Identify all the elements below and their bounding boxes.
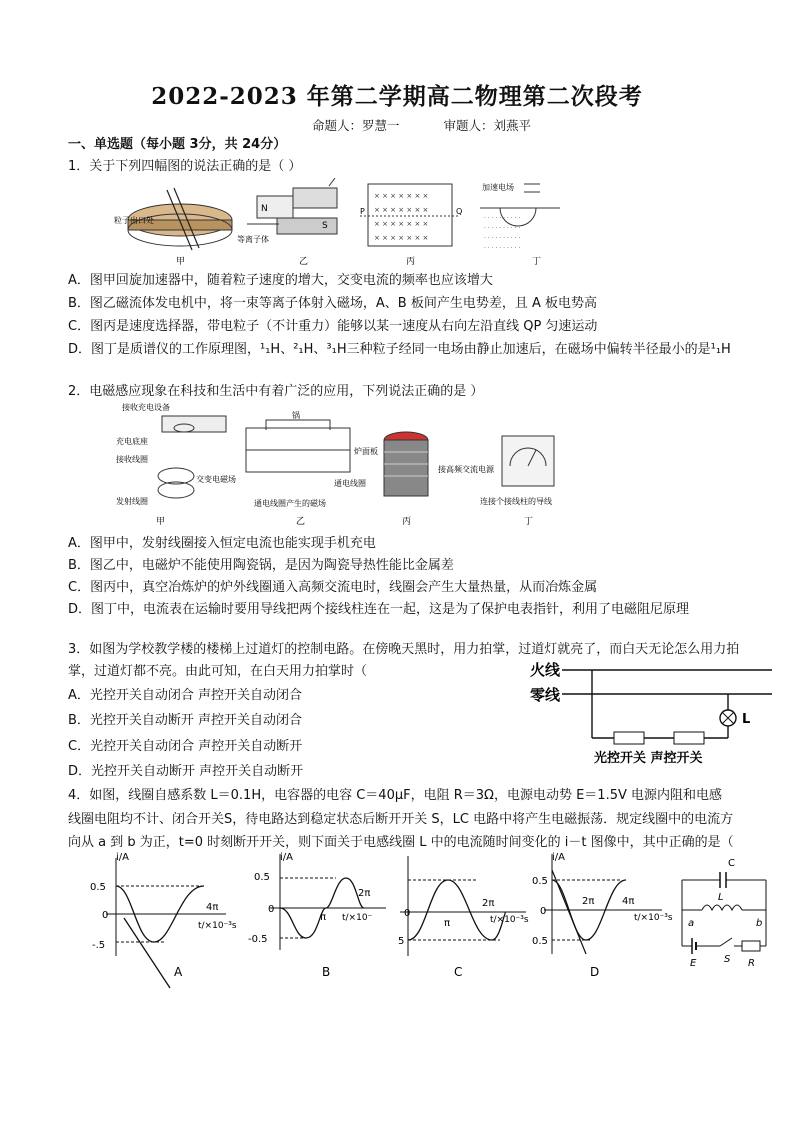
light-switch-icon bbox=[614, 732, 644, 744]
svg-text:i/A: i/A bbox=[280, 852, 293, 863]
q3-option-a: A．光控开关自动闭合 声控开关自动闭合 bbox=[68, 688, 303, 703]
q2-option-b: B．图乙中，电磁炉不能使用陶瓷锅，是因为陶瓷导热性能比金属差 bbox=[68, 558, 454, 573]
svg-text:乙: 乙 bbox=[299, 257, 309, 267]
svg-text:0.5: 0.5 bbox=[254, 872, 270, 883]
graph-c bbox=[398, 856, 529, 979]
sound-switch-icon bbox=[674, 732, 704, 744]
svg-text:交变电磁场: 交变电磁场 bbox=[196, 475, 236, 484]
q2-option-d: D．图丁中，电流表在运输时要用导线把两个接线柱连在一起，这是为了保护电表指针，利用了电磁阻尼原理 bbox=[68, 602, 690, 617]
svg-text:C: C bbox=[728, 858, 735, 869]
svg-text:锅: 锅 bbox=[292, 411, 300, 420]
svg-text:丙: 丙 bbox=[406, 257, 416, 267]
page-title: 2022-2023 年第二学期高二物理第二次段考 bbox=[151, 83, 643, 110]
svg-text:b: b bbox=[756, 918, 763, 929]
q1-option-b: B．图乙磁流体发电机中，将一束等离子体射入磁场，A、B 板间产生电势差，且 A 板电势高 bbox=[68, 296, 598, 311]
svg-text:A: A bbox=[174, 965, 183, 979]
svg-text:a: a bbox=[688, 918, 695, 929]
velocity-selector-figure bbox=[360, 184, 462, 267]
svg-text:S: S bbox=[322, 221, 328, 231]
svg-text:0: 0 bbox=[102, 910, 109, 921]
svg-text:i/A: i/A bbox=[116, 852, 129, 863]
svg-text:C: C bbox=[454, 965, 463, 979]
svg-text:通电线圈产生的磁场: 通电线圈产生的磁场 bbox=[254, 499, 326, 508]
ammeter-figure bbox=[480, 436, 554, 527]
svg-text:2π: 2π bbox=[482, 898, 495, 909]
svg-text:t/×10⁻³s: t/×10⁻³s bbox=[634, 913, 673, 923]
svg-text:-.5: -.5 bbox=[92, 940, 106, 951]
wireless-charger-figure bbox=[116, 402, 236, 527]
svg-text:N: N bbox=[261, 204, 268, 214]
svg-text:· · · · · · · · · ·: · · · · · · · · · · bbox=[484, 235, 521, 242]
svg-text:R: R bbox=[748, 958, 755, 969]
svg-text:4π: 4π bbox=[622, 896, 635, 907]
svg-text:i/A: i/A bbox=[552, 852, 565, 863]
svg-text:粒子出口处: 粒子出口处 bbox=[114, 216, 154, 225]
lc-circuit bbox=[682, 858, 766, 969]
q3-option-b: B．光控开关自动断开 声控开关自动闭合 bbox=[68, 713, 303, 728]
svg-text:5: 5 bbox=[398, 936, 405, 947]
svg-text:B: B bbox=[322, 965, 331, 979]
mass-spectrometer-figure bbox=[480, 182, 560, 267]
q2-option-c: C．图丙中，真空冶炼炉的炉外线圈通入高频交流电时，线圈会产生大量热量，从而冶炼金属 bbox=[68, 580, 598, 595]
svg-text:充电底座: 充电底座 bbox=[116, 437, 148, 446]
q3-option-d: D．光控开关自动断开 声控开关自动断开 bbox=[68, 764, 304, 779]
reviewer: 审题人：刘燕平 bbox=[443, 118, 532, 133]
svg-text:接收充电设备: 接收充电设备 bbox=[122, 403, 170, 412]
q3-stem-line2: 掌，过道灯都不亮。由此可知，在白天用力拍掌时（ bbox=[68, 664, 368, 679]
q1-option-a: A．图甲回旋加速器中，随着粒子速度的增大，交变电流的频率也应该增大 bbox=[68, 273, 493, 288]
graph-b bbox=[248, 852, 386, 979]
mhd-generator-figure bbox=[237, 178, 337, 267]
svg-text:甲: 甲 bbox=[156, 517, 166, 527]
svg-text:丁: 丁 bbox=[524, 517, 534, 527]
svg-text:接收线圈: 接收线圈 bbox=[116, 455, 148, 464]
svg-text:L: L bbox=[718, 892, 724, 903]
svg-text:4π: 4π bbox=[206, 902, 219, 913]
svg-text:0: 0 bbox=[404, 908, 411, 919]
authors-line bbox=[312, 116, 571, 134]
svg-text:0.5: 0.5 bbox=[532, 876, 548, 887]
q2-option-a: A．图甲中，发射线圈接入恒定电流也能实现手机充电 bbox=[68, 536, 376, 551]
svg-text:发射线圈: 发射线圈 bbox=[116, 497, 148, 506]
q4-stem-line1: 4．如图，线圈自感系数 L＝0.1H，电容器的电容 C＝40μF，电阻 R＝3Ω，电源电动势 E＝1.5V 电源内阻和电感 bbox=[68, 788, 723, 803]
svg-text:0: 0 bbox=[540, 906, 547, 917]
vacuum-furnace-figure bbox=[384, 432, 495, 527]
svg-text:P: P bbox=[360, 207, 365, 216]
q1-figures bbox=[112, 178, 562, 270]
svg-text:甲: 甲 bbox=[176, 257, 186, 267]
graph-d bbox=[532, 852, 673, 979]
induction-cooker-figure bbox=[246, 410, 378, 527]
svg-text:× × × × × × ×: × × × × × × × bbox=[374, 234, 429, 242]
svg-text:0: 0 bbox=[268, 904, 275, 915]
svg-text:· · · · · · · · · ·: · · · · · · · · · · bbox=[484, 245, 521, 252]
svg-text:S: S bbox=[724, 954, 731, 965]
q3-option-c: C．光控开关自动闭合 声控开关自动断开 bbox=[68, 739, 303, 754]
q3-stem-line1: 3．如图为学校教学楼的楼梯上过道灯的控制电路。在傍晚天黑时，用力拍掌，过道灯就亮了，而白天无论怎么用力拍 bbox=[68, 642, 740, 657]
svg-text:t/×10⁻³s: t/×10⁻³s bbox=[490, 915, 529, 925]
svg-text:等离子体: 等离子体 bbox=[237, 235, 269, 244]
svg-text:× × × × × × ×: × × × × × × × bbox=[374, 192, 429, 200]
q4-stem-line2: 线圈电阻均不计、闭合开关S，待电路达到稳定状态后断开开关 S，LC 电路中将产生电磁振荡．规定线圈中的电流方 bbox=[68, 812, 734, 827]
svg-text:-0.5: -0.5 bbox=[248, 934, 268, 945]
neutral-wire-label: 零线 bbox=[530, 686, 561, 704]
live-wire-label: 火线 bbox=[530, 661, 561, 679]
q1-stem: 1．关于下列四幅图的说法正确的是（ ） bbox=[68, 159, 302, 174]
graph-a bbox=[90, 852, 237, 988]
svg-text:E: E bbox=[690, 958, 697, 969]
svg-text:通电线圈: 通电线圈 bbox=[334, 479, 366, 488]
svg-text:π: π bbox=[444, 918, 451, 929]
svg-text:L: L bbox=[742, 712, 751, 727]
svg-text:π: π bbox=[320, 912, 327, 923]
svg-text:t/×10⁻: t/×10⁻ bbox=[342, 913, 373, 923]
svg-text:× × × × × × ×: × × × × × × × bbox=[374, 220, 429, 228]
section-heading: 一、单选题（每小题 3分，共 24分） bbox=[68, 137, 287, 152]
svg-text:2π: 2π bbox=[358, 888, 371, 899]
svg-text:· · · · · · · · · ·: · · · · · · · · · · bbox=[484, 215, 521, 222]
svg-text:乙: 乙 bbox=[296, 517, 306, 527]
q3-circuit bbox=[528, 658, 778, 770]
svg-text:t/×10⁻³s: t/×10⁻³s bbox=[198, 921, 237, 931]
svg-text:接高频交流电源: 接高频交流电源 bbox=[438, 465, 494, 474]
author: 命题人：罗慧一 bbox=[312, 118, 400, 133]
svg-text:加速电场: 加速电场 bbox=[482, 183, 514, 192]
svg-text:2π: 2π bbox=[582, 896, 595, 907]
q4-stem-line3: 向从 a 到 b 为正，t=0 时刻断开开关，则下面关于电感线圈 L 中的电流随时间变化的 i－t 图像中，其中正确的是（ bbox=[68, 835, 734, 850]
q2-stem: 2．电磁感应现象在科技和生活中有着广泛的应用，下列说法正确的是 ） bbox=[68, 384, 484, 399]
svg-text:连接个接线柱的导线: 连接个接线柱的导线 bbox=[480, 497, 552, 506]
cyclotron-figure bbox=[114, 188, 232, 267]
svg-text:· · · · · · · · · ·: · · · · · · · · · · bbox=[484, 225, 521, 232]
svg-text:0.5: 0.5 bbox=[90, 882, 106, 893]
svg-text:丙: 丙 bbox=[402, 517, 412, 527]
svg-text:丁: 丁 bbox=[532, 257, 542, 267]
svg-text:× × × × × × ×: × × × × × × × bbox=[374, 206, 429, 214]
svg-text:0.5: 0.5 bbox=[532, 936, 548, 947]
svg-text:Q: Q bbox=[456, 207, 463, 216]
q1-option-c: C．图丙是速度选择器，带电粒子（不计重力）能够以某一速度从右向左沿直线 QP 匀速运动 bbox=[68, 319, 598, 334]
svg-text:D: D bbox=[590, 965, 600, 979]
q2-figures bbox=[112, 400, 572, 528]
q4-graphs bbox=[86, 850, 776, 990]
switch-labels: 光控开关 声控开关 bbox=[594, 751, 703, 766]
svg-text:炉面板: 炉面板 bbox=[354, 447, 378, 456]
q1-option-d: D．图丁是质谱仪的工作原理图，¹₁H、²₁H、³₁H三种粒子经同一电场由静止加速后，在磁场中偏转半径最小的是¹₁H bbox=[68, 342, 731, 357]
